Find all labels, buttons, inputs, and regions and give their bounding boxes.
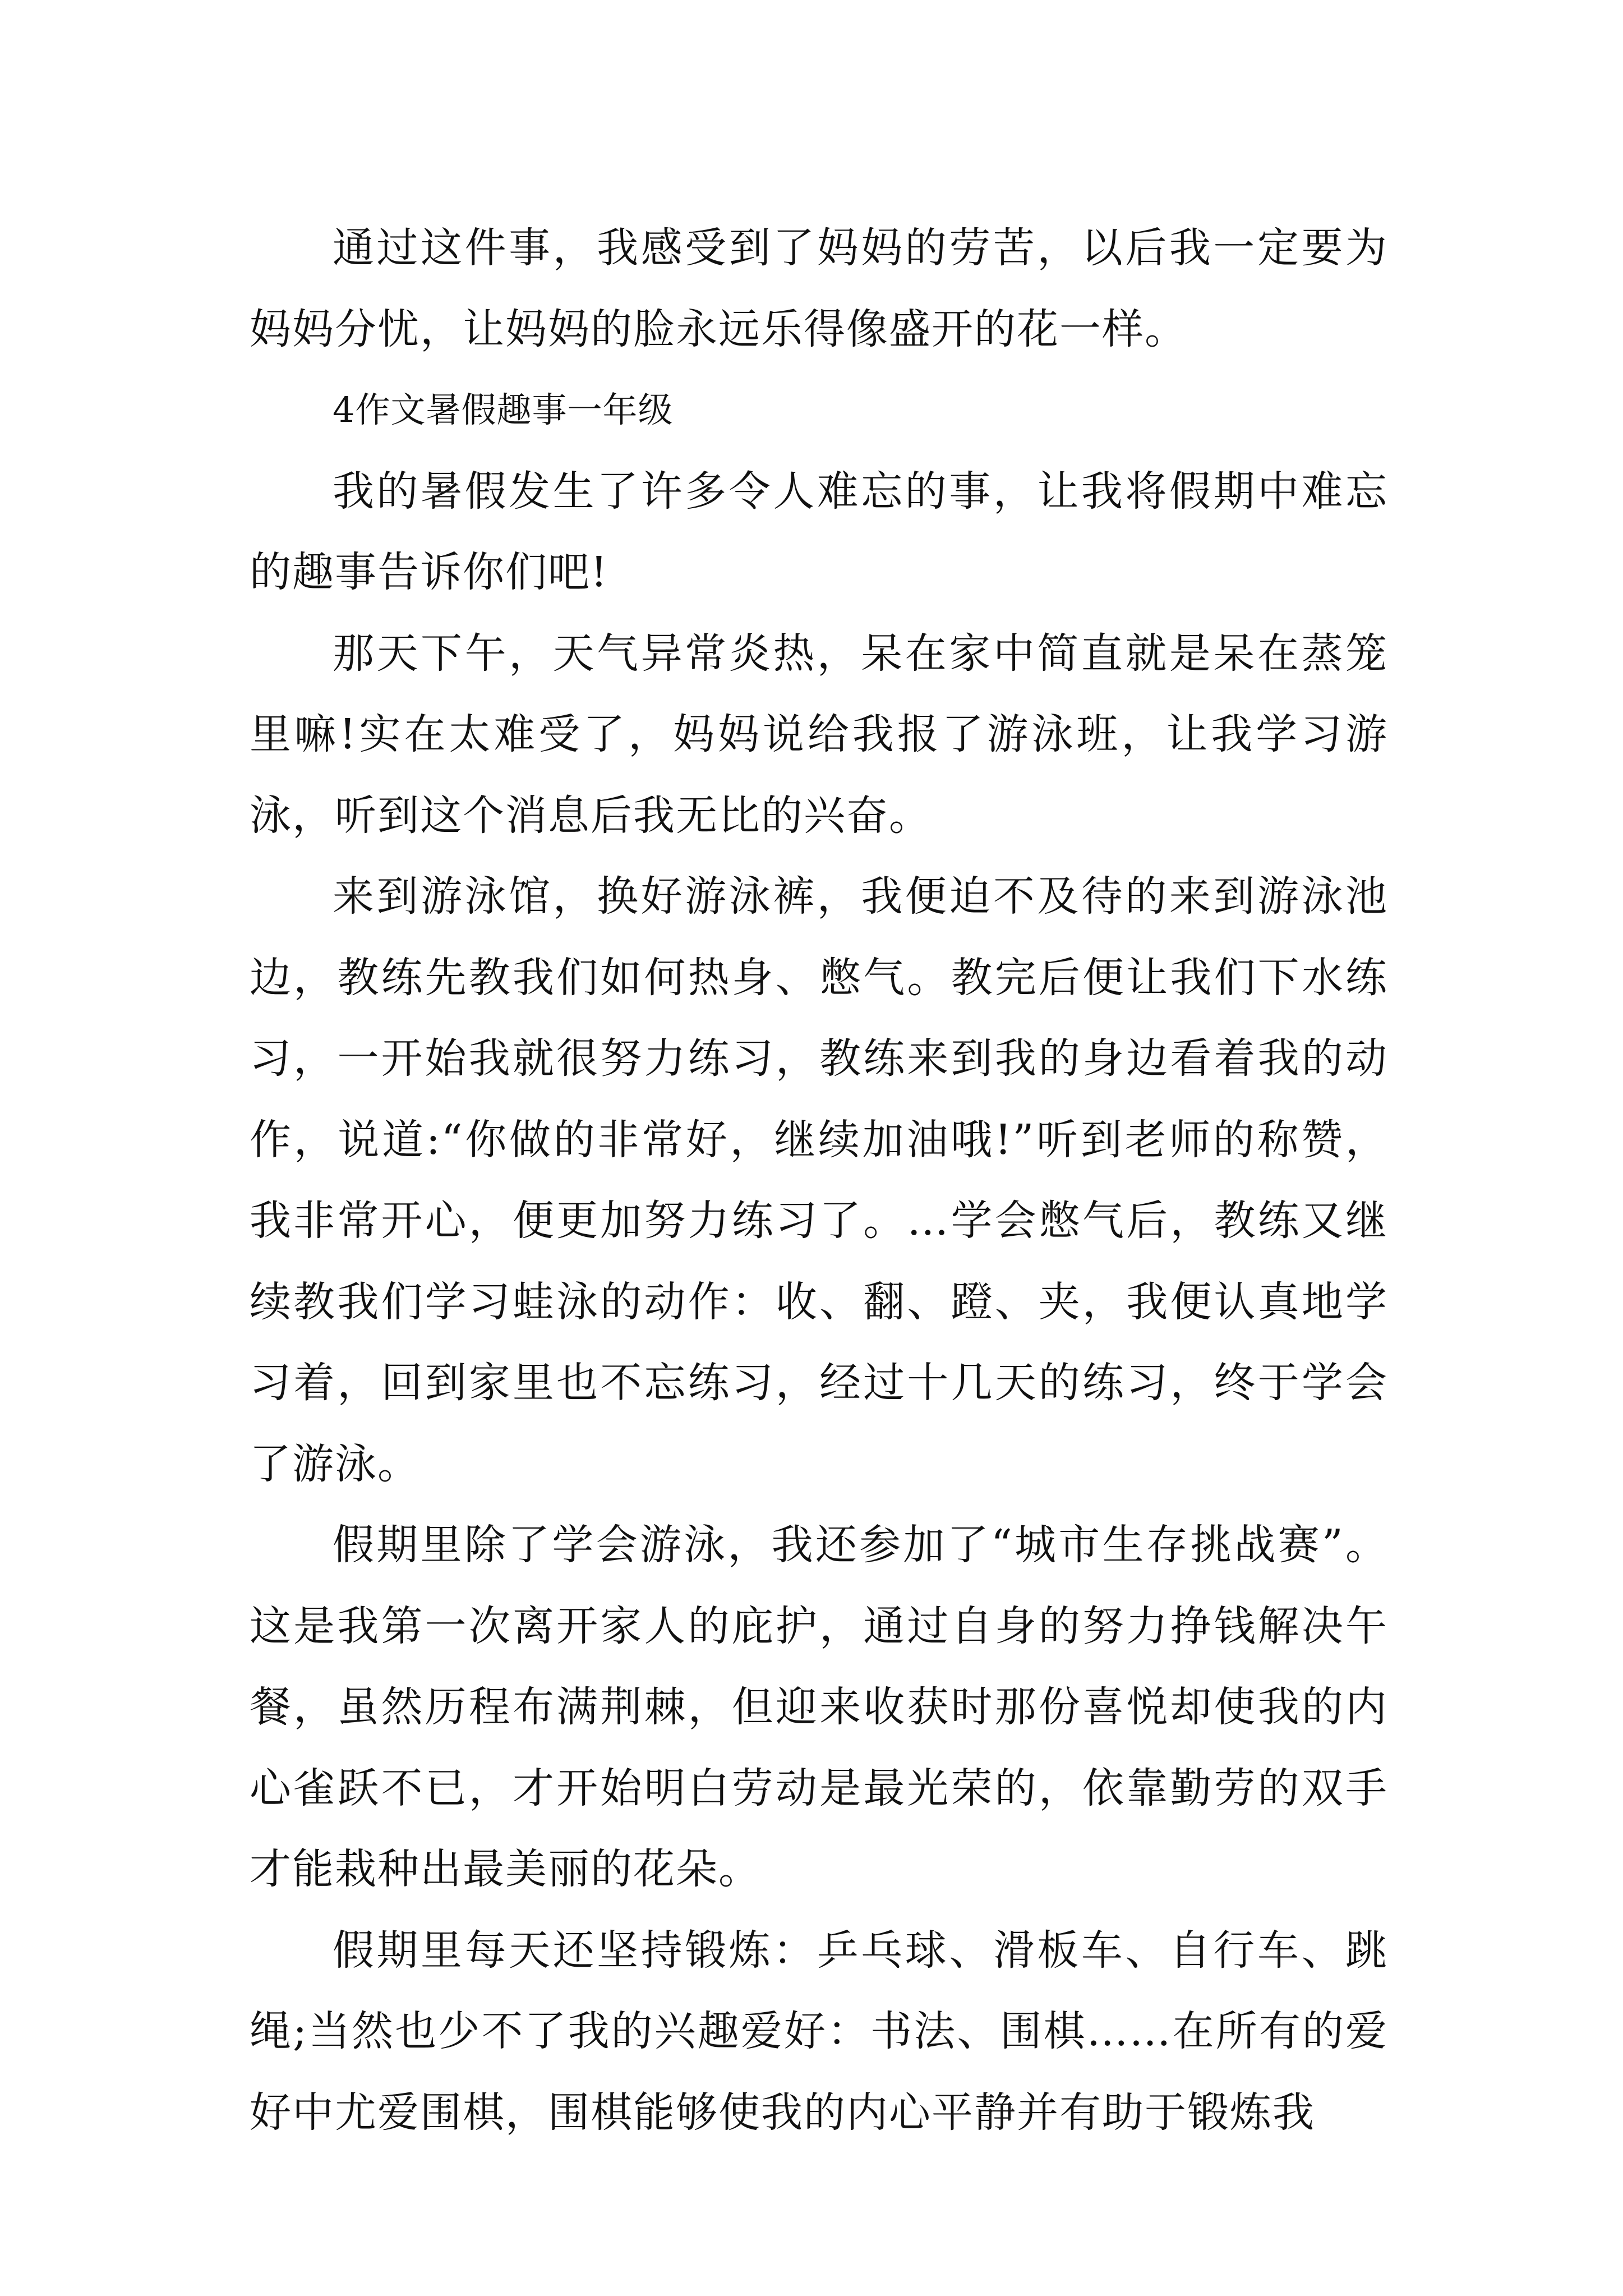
- paragraph-intro: 我的暑假发生了许多令人难忘的事，让我将假期中难忘的趣事告诉你们吧!: [250, 467, 1388, 596]
- paragraph-swimming: 来到游泳馆，换好游泳裤，我便迫不及待的来到游泳池边，教练先教我们如何热身、憋气。教完后便让我们下水练习，一开始我就很努力练习，教练来到我的身边看着我的动作，说道:“你做的非常好，继续加油哦!”听到老师的称赞，我非常开心，便更加努力练习了。…学会憋气后，教练又继续教我们学习蛙泳的动作：收、翻、蹬、夹，我便认真地学习着，回到家里也不忘练习，经过十几天的练习，终于学会了游泳。: [250, 872, 1388, 1488]
- document-body: [250, 208, 1388, 2153]
- section-heading: 4作文暑假趣事一年级: [333, 389, 674, 430]
- paragraph-afternoon: 那天下午，天气异常炎热，呆在家中简直就是呆在蒸笼里嘛!实在太难受了，妈妈说给我报了游泳班，让我学习游泳，听到这个消息后我无比的兴奋。: [250, 629, 1388, 840]
- paragraph-exercise: 假期里每天还坚持锻炼：乒乓球、滑板车、自行车、跳绳;当然也少不了我的兴趣爱好：书法、围棋……在所有的爱好中尤爱围棋，围棋能够使我的内心平静并有助于锻炼我: [250, 1926, 1388, 2137]
- paragraph-challenge: 假期里除了学会游泳，我还参加了“城市生存挑战赛”。这是我第一次离开家人的庇护，通过自身的努力挣钱解决午餐，虽然历程布满荆棘，但迎来收获时那份喜悦却使我的内心雀跃不已，才开始明白劳动是最光荣的，依靠勤劳的双手才能栽种出最美丽的花朵。: [250, 1521, 1388, 1893]
- paragraph-closing: 通过这件事，我感受到了妈妈的劳苦，以后我一定要为妈妈分忧，让妈妈的脸永远乐得像盛开的花一样。: [250, 224, 1388, 353]
